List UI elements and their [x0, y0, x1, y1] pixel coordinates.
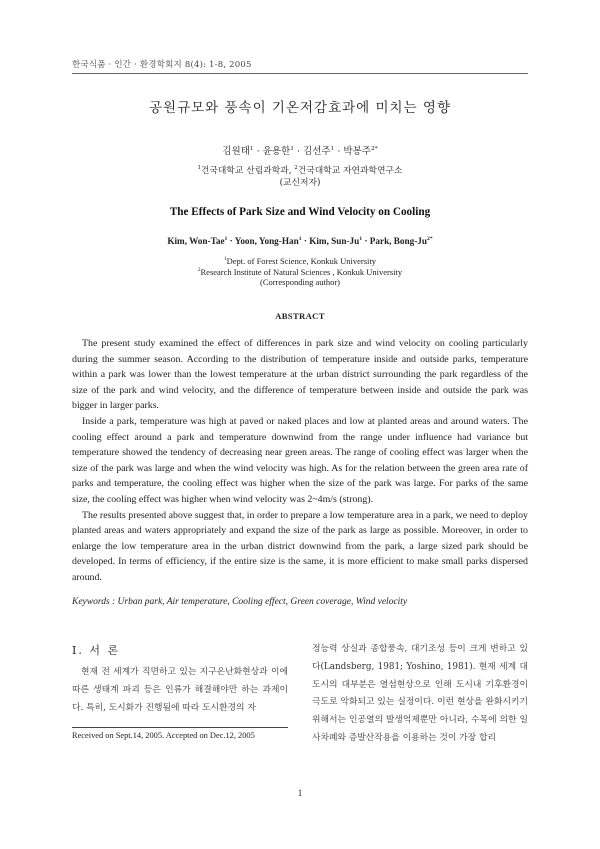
abstract-heading: ABSTRACT [275, 311, 325, 321]
abstract-body [72, 336, 528, 586]
english-author-3: Kim, Sun-Ju$^1$ [309, 235, 363, 246]
author-separator: · [294, 146, 304, 157]
section-heading-introduction: Ⅰ. 서 론 [72, 644, 121, 657]
header-rule [72, 73, 528, 74]
korean-author-3: 김선주$^1$ [303, 145, 335, 157]
english-author-2: Yoon, Yong-Han$^1$ [234, 235, 302, 246]
footnote-rule [72, 727, 288, 728]
english-authors [72, 236, 528, 246]
english-affiliation-2: $^2$Research Institute of Natural Sciences , Konkuk University [197, 266, 403, 277]
author-separator: · [301, 236, 310, 246]
korean-author-4: 박봉주$^{2*}$ [343, 145, 378, 157]
received-footnote: Received on Sept.14, 2005. Accepted on Dec.12, 2005 [72, 731, 255, 740]
english-author-4: Park, Bong-$Ju^{2*}$ [369, 235, 433, 246]
korean-authors [72, 143, 528, 157]
author-separator: · [334, 146, 344, 157]
abstract-paragraph-1: The present study examined the effect of differences in park size and wind velocity on cooling particularly during the summer season. According to the distribution of temperature inside and outside parks, temperature within a park was lower than the lowest temperature at the urban district surrounding the park regardless of the size of the park and wind velocity, and the difference of temperature between inside and outside the park was bigger in larger parks. [72, 338, 528, 412]
introduction-left-column: 현재 전 세계가 직면하고 있는 지구온난화현상과 이에 따른 생태계 파괴 등은 인류가 해결해야만 하는 과제이다. 특히, 도시화가 진행됨에 따라 도시환경의 자 [72, 667, 288, 713]
keywords: Keywords : Urban park, Air temperature, Cooling effect, Green coverage, Wind velocity [72, 597, 408, 607]
author-separator: · [253, 146, 263, 157]
korean-affiliation-line: $^1$건국대학교 산림과학과, $^2$건국대학교 자연과학연구소 [197, 165, 403, 176]
korean-author-1: 김원태$^1$ [222, 145, 254, 157]
korean-corresponding-note: (교신저자) [279, 178, 321, 188]
abstract-paragraph-3: The results presented above suggest that, in order to prepare a low temperature area in a park, we need to deploy planted areas and waters appropriately and expand the size of the park as large as possible. Moreover, in order to enlarge the low temperature area in the urban district downwind from the park, a large sized park should be developed. In terms of efficiency, if the entire size is the same, it is more efficient to make small parks dispersed around. [72, 509, 528, 583]
english-corresponding-note: (Corresponding author) [259, 277, 341, 287]
korean-author-2: 윤용한$^1$ [262, 145, 294, 157]
page-number: 1 [297, 788, 303, 798]
author-separator: · [362, 236, 370, 246]
english-affiliations [72, 256, 528, 288]
korean-affiliations [72, 165, 528, 189]
abstract-paragraph-2: Inside a park, temperature was high at paved or naked places and low at planted areas and around waters. The cooling effect around a park and temperature downwind from the range under influence had variance but temperature showed the tendency of decreasing near green areas. The range of cooling effect was larger when the size of the park was large and when the wind velocity was high. As for the relation between the green area rate of parks and temperature, the cooling effect was higher when the size of the park was large. For parks of the same size, the cooling effect was higher when wind velocity was 2~4m/s (strong). [72, 415, 528, 505]
korean-title: 공원규모와 풍속이 기온저감효과에 미치는 영향 [149, 100, 451, 116]
running-header: 한국식품 · 인간 · 환경학회지 8(4): 1-8, 2005 [72, 60, 252, 70]
english-affiliation-1: $^1$Dept. of Forest Science, Konkuk University [223, 256, 377, 266]
english-title: The Effects of Park Size and Wind Velocity on Cooling [169, 206, 431, 218]
introduction-right-column: 정능력 상실과 종합풍속, 대기조성 등이 크게 변하고 있다(Landsberg, 1981; Yoshino, 1981). 현재 세계 대도시의 대부분은 열섬현상으로 인해 도시내 기후환경이 극도로 악화되고 있는 실정이다. 이런 현상을 완화시키기 위해서는 인공열의 발생억제뿐만 아니라, 수목에 의한 일사차폐와 증발산작용을 이용하는 것이 가장 합리 [312, 644, 528, 743]
english-author-1: Kim, Won-Tae$^1$ [167, 235, 228, 246]
author-separator: · [227, 236, 235, 246]
